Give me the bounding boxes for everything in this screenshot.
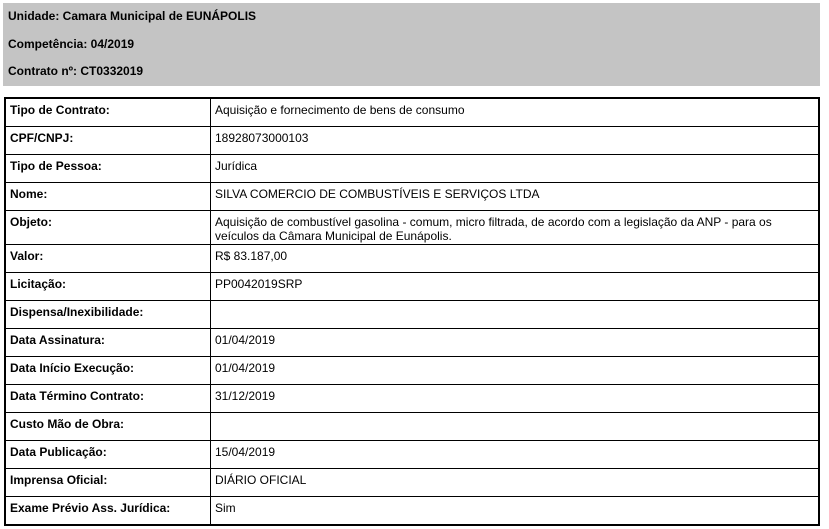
- row-value: 01/04/2019: [211, 357, 820, 385]
- table-row: [5, 329, 819, 357]
- contrato-label: Contrato nº: CT0332019: [8, 64, 144, 78]
- table-row: [5, 211, 819, 245]
- table-row: [5, 441, 819, 469]
- row-label: Valor:: [5, 245, 211, 273]
- row-value: 31/12/2019: [211, 385, 820, 413]
- row-value: Aquisição de combustível gasolina - comum, micro filtrada, de acordo com a legislação da ANP - para os veículos da Câmara Municipal de Eunápolis.: [211, 211, 820, 245]
- table-row: [5, 155, 819, 183]
- row-value: SILVA COMERCIO DE COMBUSTÍVEIS E SERVIÇOS LTDA: [211, 183, 820, 211]
- row-value: Sim: [211, 497, 820, 526]
- table-row: [5, 273, 819, 301]
- row-value: [211, 413, 820, 441]
- row-value: 01/04/2019: [211, 329, 820, 357]
- competencia-label: Competência: 04/2019: [8, 37, 135, 51]
- row-label: Dispensa/Inexibilidade:: [5, 301, 211, 329]
- row-label: Custo Mão de Obra:: [5, 413, 211, 441]
- contract-header: [3, 3, 820, 86]
- row-value: Jurídica: [211, 155, 820, 183]
- row-value: [211, 301, 820, 329]
- row-value: 15/04/2019: [211, 441, 820, 469]
- unidade-label: Unidade: Camara Municipal de EUNÁPOLIS: [8, 9, 257, 23]
- row-value: Aquisição e fornecimento de bens de consumo: [211, 98, 820, 127]
- row-label: Imprensa Oficial:: [5, 469, 211, 497]
- row-label: Nome:: [5, 183, 211, 211]
- table-row: [5, 183, 819, 211]
- row-label: Exame Prévio Ass. Jurídica:: [5, 497, 211, 526]
- table-row: [5, 385, 819, 413]
- table-row: [5, 245, 819, 273]
- row-label: Data Assinatura:: [5, 329, 211, 357]
- row-label: Tipo de Contrato:: [5, 98, 211, 127]
- row-value: 18928073000103: [211, 127, 820, 155]
- contract-details-table: [4, 97, 820, 526]
- table-row: [5, 301, 819, 329]
- table-row: [5, 357, 819, 385]
- row-label: Data Início Execução:: [5, 357, 211, 385]
- table-row: [5, 127, 819, 155]
- table-row: [5, 413, 819, 441]
- table-row: [5, 98, 819, 127]
- row-value: DIÁRIO OFICIAL: [211, 469, 820, 497]
- row-label: Data Término Contrato:: [5, 385, 211, 413]
- row-label: Objeto:: [5, 211, 211, 245]
- table-row: [5, 497, 819, 526]
- row-label: Tipo de Pessoa:: [5, 155, 211, 183]
- row-value: PP0042019SRP: [211, 273, 820, 301]
- row-value: R$ 83.187,00: [211, 245, 820, 273]
- row-label: CPF/CNPJ:: [5, 127, 211, 155]
- row-label: Data Publicação:: [5, 441, 211, 469]
- table-row: [5, 469, 819, 497]
- row-label: Licitação:: [5, 273, 211, 301]
